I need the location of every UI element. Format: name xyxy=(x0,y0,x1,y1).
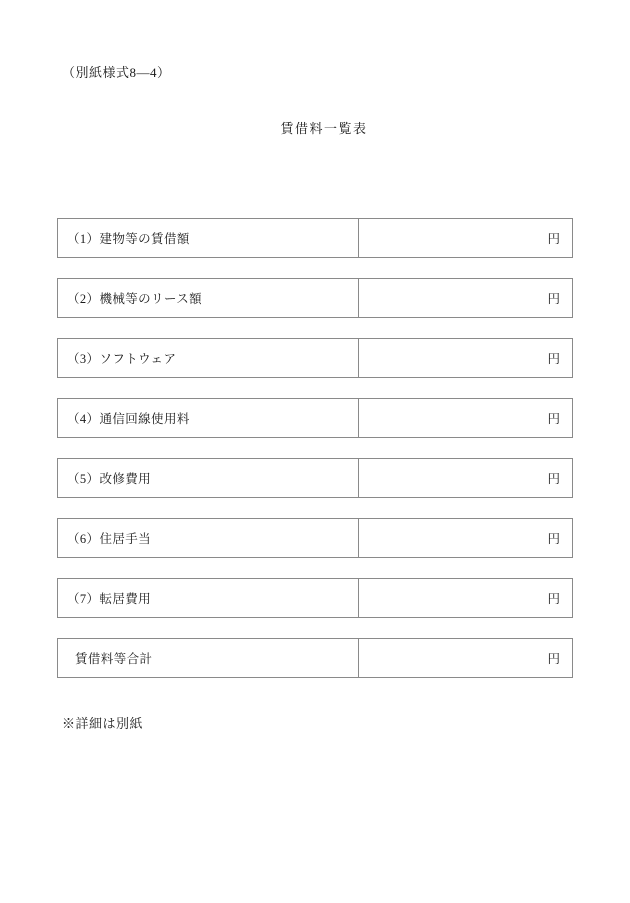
row-label: （3）ソフトウェア xyxy=(58,339,359,377)
table-row xyxy=(57,218,573,258)
row-value[interactable]: 円 xyxy=(547,472,560,486)
row-label: （6）住居手当 xyxy=(58,519,359,557)
row-value[interactable]: 円 xyxy=(547,592,560,606)
row-value[interactable]: 円 xyxy=(547,652,560,666)
page-title: 賃借料一覧表 xyxy=(280,121,368,136)
row-value[interactable]: 円 xyxy=(547,292,560,306)
table-row xyxy=(57,578,573,618)
row-label: （7）転居費用 xyxy=(58,579,359,617)
row-value[interactable]: 円 xyxy=(547,232,560,246)
row-label: 賃借料等合計 xyxy=(58,639,359,677)
row-label: （4）通信回線使用料 xyxy=(58,399,359,437)
row-value[interactable]: 円 xyxy=(547,412,560,426)
row-label: （1）建物等の賃借額 xyxy=(58,219,359,257)
row-value[interactable]: 円 xyxy=(547,532,560,546)
table-row xyxy=(57,338,573,378)
footnote: ※詳細は別紙 xyxy=(62,716,144,731)
row-label: （5）改修費用 xyxy=(58,459,359,497)
rental-fee-table xyxy=(57,218,573,698)
table-row-total xyxy=(57,638,573,678)
row-value[interactable]: 円 xyxy=(547,352,560,366)
table-row xyxy=(57,398,573,438)
table-row xyxy=(57,518,573,558)
row-label: （2）機械等のリース額 xyxy=(58,279,359,317)
table-row xyxy=(57,458,573,498)
form-code: （別紙様式8―4） xyxy=(62,65,171,80)
table-row xyxy=(57,278,573,318)
